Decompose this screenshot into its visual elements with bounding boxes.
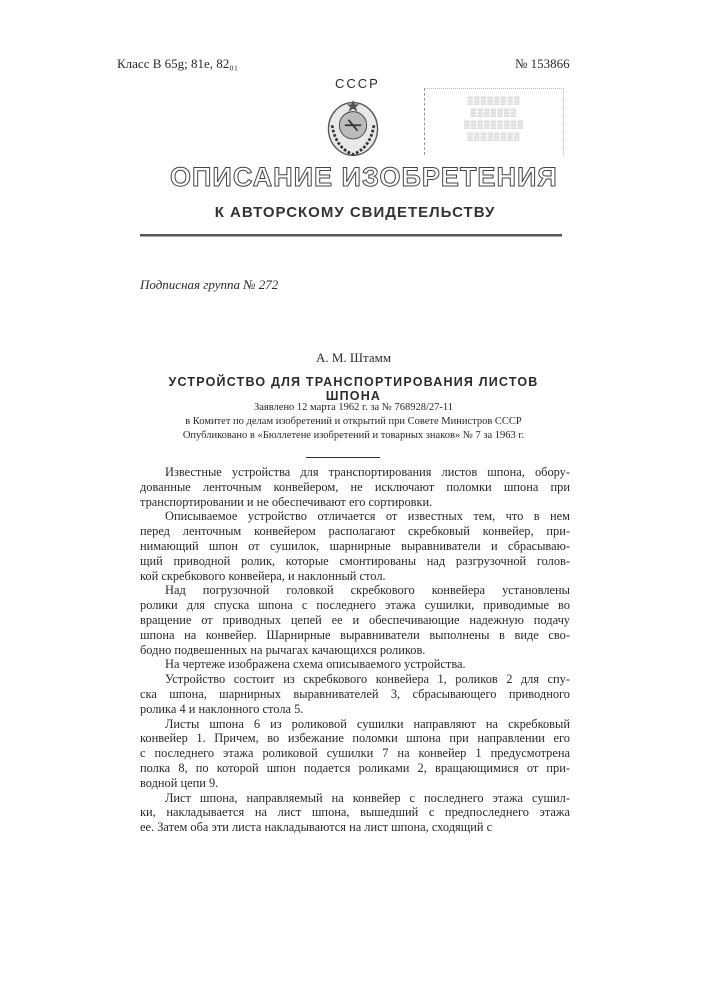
text-line: Описываемое устройство отличается от известных тем, что в нем	[140, 509, 570, 524]
text-line: Устройство состоит из скребкового конвейера 1, роликов 2 для спу-	[140, 672, 570, 687]
header-divider	[140, 234, 562, 237]
paragraph	[140, 465, 570, 509]
paragraph	[140, 791, 570, 835]
text-line: На чертеже изображена схема описываемого устройства.	[140, 657, 570, 672]
document-type-title: ОПИСАНИЕ ИЗОБРЕТЕНИЯ	[170, 162, 540, 192]
paragraph	[140, 657, 570, 672]
text-line: водной цепи 9.	[140, 776, 570, 791]
text-line: ролика 4 и наклонного стола 5.	[140, 702, 570, 717]
library-stamp: ▒▒▒▒▒▒▒▒ ▒▒▒▒▒▒▒ ▒▒▒▒▒▒▒▒▒ ▒▒▒▒▒▒▒▒	[424, 88, 564, 155]
text-line: Известные устройства для транспортирования листов шпона, обору-	[140, 465, 570, 480]
country-label: СССР	[335, 76, 380, 91]
class-code: Класс B 65g; 81e, 82₀₁	[117, 56, 238, 72]
text-line: шпона на конвейер. Шарнирные выравниватели выполнены в виде сво-	[140, 628, 570, 643]
filing-committee: в Комитет по делам изобретений и открытий при Совете Министров СССР	[140, 415, 567, 429]
text-line: ее. Затем оба эти листа накладываются на лист шпона, сходящий с	[140, 820, 570, 835]
text-line: перед ленточным конвейером располагают скребковый конвейер, при-	[140, 524, 570, 539]
author: А. М. Штамм	[140, 350, 567, 366]
text-line: кой скребкового конвейера, и наклонный стол.	[140, 569, 570, 584]
text-line: транспортировании и не обеспечивают его сортировки.	[140, 495, 570, 510]
state-emblem-icon	[322, 98, 384, 158]
section-divider	[306, 457, 380, 458]
paragraph	[140, 672, 570, 716]
invention-title: УСТРОЙСТВО ДЛЯ ТРАНСПОРТИРОВАНИЯ ЛИСТОВ ШПОНА	[140, 375, 567, 403]
text-line: конвейер 1. Причем, во избежание поломки шпона при направлении его	[140, 731, 570, 746]
document-type-subtitle: К АВТОРСКОМУ СВИДЕТЕЛЬСТВУ	[180, 204, 530, 222]
text-line: бодно подвешенных на рычагах качающихся роликов.	[140, 643, 570, 658]
text-line: щий приводной ролик, которые смонтированы над разгрузочной голов-	[140, 554, 570, 569]
paragraph	[140, 509, 570, 583]
text-line: ки, накладывается на лист шпона, вышедший с предпоследнего этажа	[140, 805, 570, 820]
filing-date: Заявлено 12 марта 1962 г. за № 768928/27-11	[140, 401, 567, 415]
text-line: ска шпона, шарнирных выравнивателей 3, сбрасывающего приводного	[140, 687, 570, 702]
text-line: дованные ленточным конвейером, не исключают поломки шпона при	[140, 480, 570, 495]
text-line: Над погрузочной головкой скребкового конвейера установлены	[140, 583, 570, 598]
publication-info: Опубликовано в «Бюллетене изобретений и товарных знаков» № 7 за 1963 г.	[140, 429, 567, 443]
text-line: нимающий шпон от сушилок, шарнирные выравниватели и сбрасываю-	[140, 539, 570, 554]
patent-number: № 153866	[515, 56, 570, 72]
paragraph	[140, 583, 570, 657]
text-line: Листы шпона 6 из роликовой сушилки направляют на скребковый	[140, 717, 570, 732]
filing-info	[140, 401, 567, 443]
text-line: с последнего этажа роликовой сушилки 7 на конвейер 1 предусмотрена	[140, 746, 570, 761]
text-line: полка 8, по которой шпон подается роликами 2, вращающимися от при-	[140, 761, 570, 776]
text-line: Лист шпона, направляемый на конвейер с последнего этажа сушил-	[140, 791, 570, 806]
subscription-group: Подписная группа № 272	[140, 277, 278, 293]
description-body	[140, 465, 570, 835]
text-line: вращение от приводных цепей ее и обеспечивающие надежную подачу	[140, 613, 570, 628]
paragraph	[140, 717, 570, 791]
text-line: ролики для спуска шпона с последнего этажа сушилки, приводимые во	[140, 598, 570, 613]
